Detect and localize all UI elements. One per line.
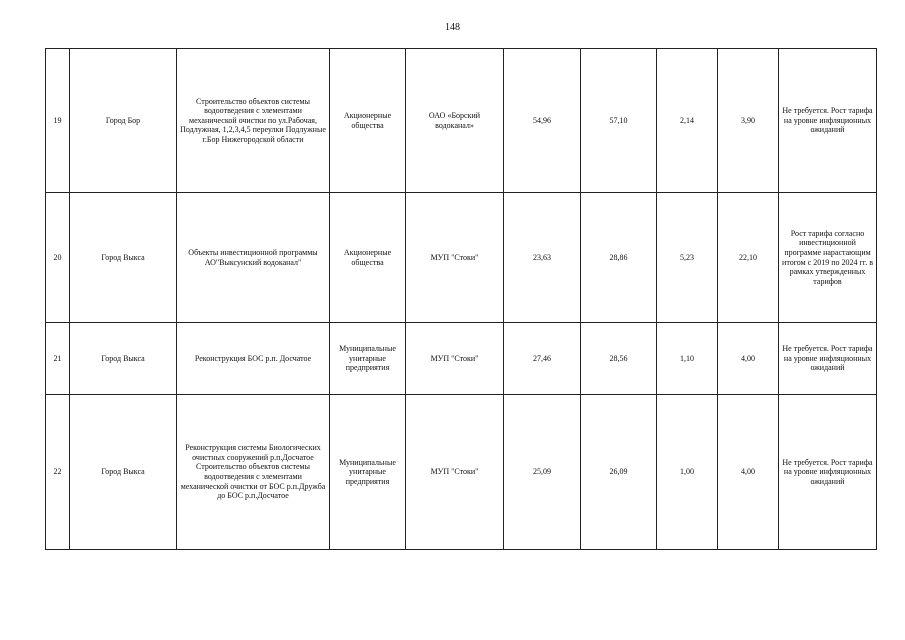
org-form-cell: Муниципальные унитарные предприятия bbox=[330, 323, 406, 395]
project-cell: Реконструкция БОС р.п. Досчатое bbox=[177, 323, 330, 395]
row-number-cell: 20 bbox=[46, 193, 70, 323]
value3-cell: 1,10 bbox=[657, 323, 718, 395]
org-form-cell: Акционерные общества bbox=[330, 49, 406, 193]
project-cell: Объекты инвестиционной программы АО"Выксунский водоканал" bbox=[177, 193, 330, 323]
row-number-cell: 22 bbox=[46, 395, 70, 550]
value4-cell: 4,00 bbox=[718, 323, 779, 395]
comment-cell: Не требуется. Рост тарифа на уровне инфляционных ожиданий bbox=[779, 49, 877, 193]
table-row bbox=[46, 49, 877, 193]
value3-cell: 1,00 bbox=[657, 395, 718, 550]
page-number: 148 bbox=[445, 22, 460, 33]
value2-cell: 28,86 bbox=[581, 193, 657, 323]
municipality-cell: Город Выкса bbox=[70, 323, 177, 395]
value4-cell: 4,00 bbox=[718, 395, 779, 550]
row-number-cell: 21 bbox=[46, 323, 70, 395]
value4-cell: 3,90 bbox=[718, 49, 779, 193]
value1-cell: 23,63 bbox=[504, 193, 581, 323]
value2-cell: 26,09 bbox=[581, 395, 657, 550]
value3-cell: 2,14 bbox=[657, 49, 718, 193]
organization-cell: МУП "Стоки" bbox=[406, 323, 504, 395]
municipality-cell: Город Бор bbox=[70, 49, 177, 193]
org-form-cell: Муниципальные унитарные предприятия bbox=[330, 395, 406, 550]
value1-cell: 27,46 bbox=[504, 323, 581, 395]
table-row bbox=[46, 395, 877, 550]
municipality-cell: Город Выкса bbox=[70, 193, 177, 323]
organization-cell: МУП "Стоки" bbox=[406, 395, 504, 550]
project-cell: Реконструкция системы Биологических очистных сооружений р.п.Досчатое Строительство объектов системы водоотведения с элементами механической очистки от БОС р.п.Дружба до БОС р.п.Досчатое bbox=[177, 395, 330, 550]
value1-cell: 54,96 bbox=[504, 49, 581, 193]
comment-cell: Рост тарифа согласно инвестиционной программе нарастающим итогом с 2019 по 2024 гг. в рамках утвержденных тарифов bbox=[779, 193, 877, 323]
value4-cell: 22,10 bbox=[718, 193, 779, 323]
organization-cell: МУП "Стоки" bbox=[406, 193, 504, 323]
tariff-table bbox=[45, 48, 877, 550]
comment-cell: Не требуется. Рост тарифа на уровне инфляционных ожиданий bbox=[779, 395, 877, 550]
municipality-cell: Город Выкса bbox=[70, 395, 177, 550]
table-row bbox=[46, 323, 877, 395]
organization-cell: ОАО «Борский водоканал» bbox=[406, 49, 504, 193]
table-row bbox=[46, 193, 877, 323]
org-form-cell: Акционерные общества bbox=[330, 193, 406, 323]
row-number-cell: 19 bbox=[46, 49, 70, 193]
comment-cell: Не требуется. Рост тарифа на уровне инфляционных ожиданий bbox=[779, 323, 877, 395]
value1-cell: 25,09 bbox=[504, 395, 581, 550]
value2-cell: 57,10 bbox=[581, 49, 657, 193]
project-cell: Строительство объектов системы водоотведения с элементами механической очистки по ул.Рабочая, Подлужная, 1,2,3,4,5 переулки Подлужные г.Бор Нижегородской области bbox=[177, 49, 330, 193]
value3-cell: 5,23 bbox=[657, 193, 718, 323]
value2-cell: 28,56 bbox=[581, 323, 657, 395]
